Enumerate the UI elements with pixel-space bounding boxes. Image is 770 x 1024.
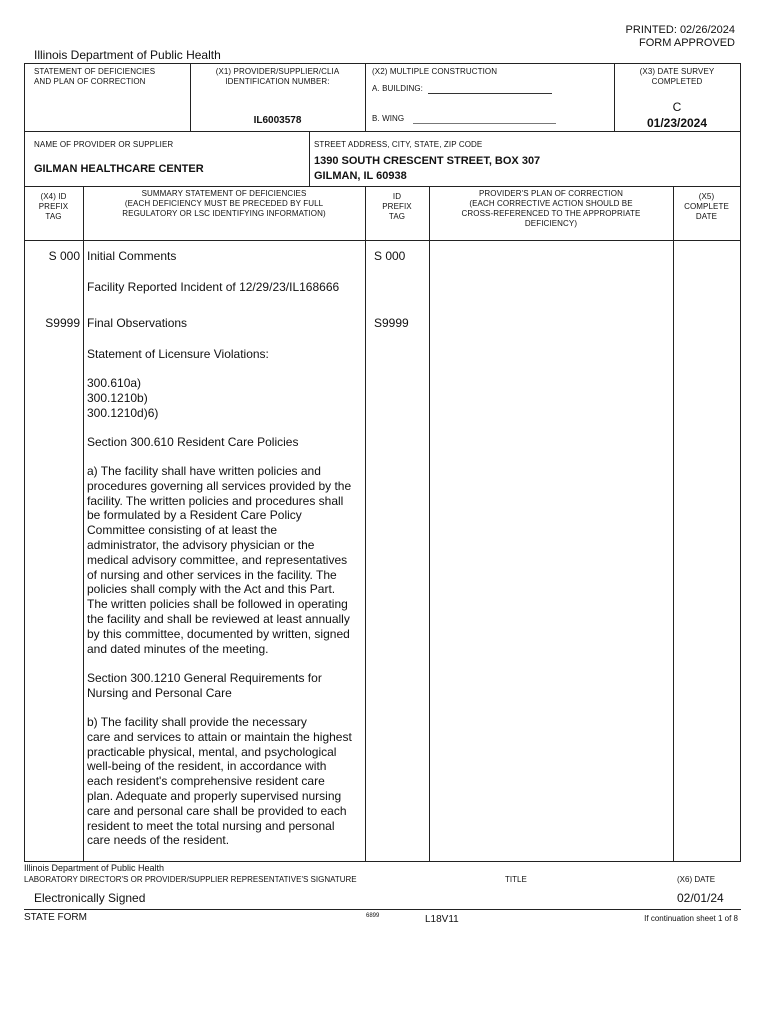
signature-label: LABORATORY DIRECTOR'S OR PROVIDER/SUPPLIER REPRESENTATIVE'S SIGNATURE: [24, 875, 357, 884]
right-border: [740, 63, 741, 861]
top-border: [24, 63, 741, 64]
x6-date-label: (X6) DATE: [677, 875, 716, 884]
wing-line: [413, 123, 556, 124]
paragraph-b: b) The facility shall provide the necessary care and services to attain or maintain the highest practicable physical, mental, and psychological well-being of the resident, in accordance with each resident's comprehensive resident care plan. Adequate and properly supervised nursing care and personal care shall be provided to each resident to meet the total nursing and personal care needs of the resident.: [87, 715, 352, 848]
provider-id: IL6003578: [253, 115, 302, 126]
footer-department: Illinois Department of Public Health: [24, 863, 165, 873]
tag-s000-left: S 000: [48, 249, 80, 263]
initial-comments: Initial Comments: [87, 249, 177, 263]
plan-col-divider: [673, 186, 674, 861]
header-divider: [24, 131, 741, 132]
statement-violations: Statement of Licensure Violations:: [87, 347, 269, 361]
title-label: TITLE: [505, 875, 527, 884]
id-header: ID PREFIX TAG: [382, 192, 412, 221]
building-label: A. BUILDING:: [372, 84, 423, 93]
signature-date: 02/01/24: [677, 891, 724, 905]
column-header-divider: [24, 240, 741, 241]
footer-divider: [24, 909, 741, 910]
provider-divider: [24, 186, 741, 187]
address-line-2: GILMAN, IL 60938: [314, 170, 407, 182]
section-610-heading: Section 300.610 Resident Care Policies: [87, 435, 299, 449]
building-line: [428, 93, 552, 94]
address-label: STREET ADDRESS, CITY, STATE, ZIP CODE: [314, 140, 483, 149]
id-col-divider: [429, 186, 430, 861]
department-name: Illinois Department of Public Health: [34, 48, 221, 62]
state-form: STATE FORM: [24, 912, 87, 923]
x5-header: (X5) COMPLETE DATE: [684, 192, 729, 221]
x1-label: (X1) PROVIDER/SUPPLIER/CLIA IDENTIFICATION NUMBER:: [215, 67, 340, 86]
section-1210-heading: Section 300.1210 General Requirements for Nursing and Personal Care: [87, 671, 322, 700]
signature-value: Electronically Signed: [34, 891, 146, 905]
event-id: L18V11: [425, 914, 459, 925]
final-observations: Final Observations: [87, 316, 188, 330]
provider-name: GILMAN HEALTHCARE CENTER: [34, 163, 204, 175]
x4-col-divider: [83, 186, 84, 861]
plan-header: PROVIDER'S PLAN OF CORRECTION (EACH CORRECTIVE ACTION SHOULD BE CROSS-REFERENCED TO THE APPROPRIATE DEFICIENCY): [461, 189, 641, 228]
x2-divider: [365, 63, 366, 131]
printed-date: PRINTED: 02/26/2024: [625, 24, 735, 36]
x4-header: (X4) ID PREFIX TAG: [38, 192, 69, 221]
survey-code: C: [672, 100, 682, 114]
provider-name-label: NAME OF PROVIDER OR SUPPLIER: [34, 140, 174, 149]
statement-label: STATEMENT OF DEFICIENCIES AND PLAN OF CORRECTION: [34, 67, 156, 86]
paragraph-a: a) The facility shall have written policies and procedures governing all services provided by the facility. The written policies and procedures shall be formulated by a Resident Care Policy Committee consisting of at least the administrator, the advisory physician or the medical advisory committee, and representatives of nursing and other services in the facility. The policies shall comply with the Act and this Part. The written policies shall be followed in operating the facility and shall be reviewed at least annually by this committee, documented by written, signed and dated minutes of the meeting.: [87, 464, 352, 656]
form-number: 6899: [366, 913, 380, 919]
body-bottom-border: [24, 861, 741, 862]
form-approved: FORM APPROVED: [639, 37, 735, 49]
tag-s9999-right: S9999: [374, 316, 409, 330]
left-border: [24, 63, 25, 861]
address-line-1: 1390 SOUTH CRESCENT STREET, BOX 307: [314, 155, 541, 167]
tag-s000-right: S 000: [374, 249, 406, 263]
wing-label: B. WING: [372, 114, 405, 123]
summary-header: SUMMARY STATEMENT OF DEFICIENCIES (EACH DEFICIENCY MUST BE PRECEDED BY FULL REGULATORY OR LSC IDENTIFYING INFORMATION): [122, 189, 326, 218]
facility-reported: Facility Reported Incident of 12/29/23/IL168666: [87, 280, 340, 294]
continuation-sheet: If continuation sheet 1 of 8: [644, 914, 738, 923]
address-divider: [309, 131, 310, 186]
x3-label: (X3) DATE SURVEY COMPLETED: [639, 67, 715, 86]
regulation-list: 300.610a) 300.1210b) 300.1210d)6): [87, 376, 159, 420]
x2-label: (X2) MULTIPLE CONSTRUCTION: [372, 67, 498, 76]
survey-date: 01/23/2024: [646, 116, 708, 130]
tag-s9999-left: S9999: [45, 316, 80, 330]
